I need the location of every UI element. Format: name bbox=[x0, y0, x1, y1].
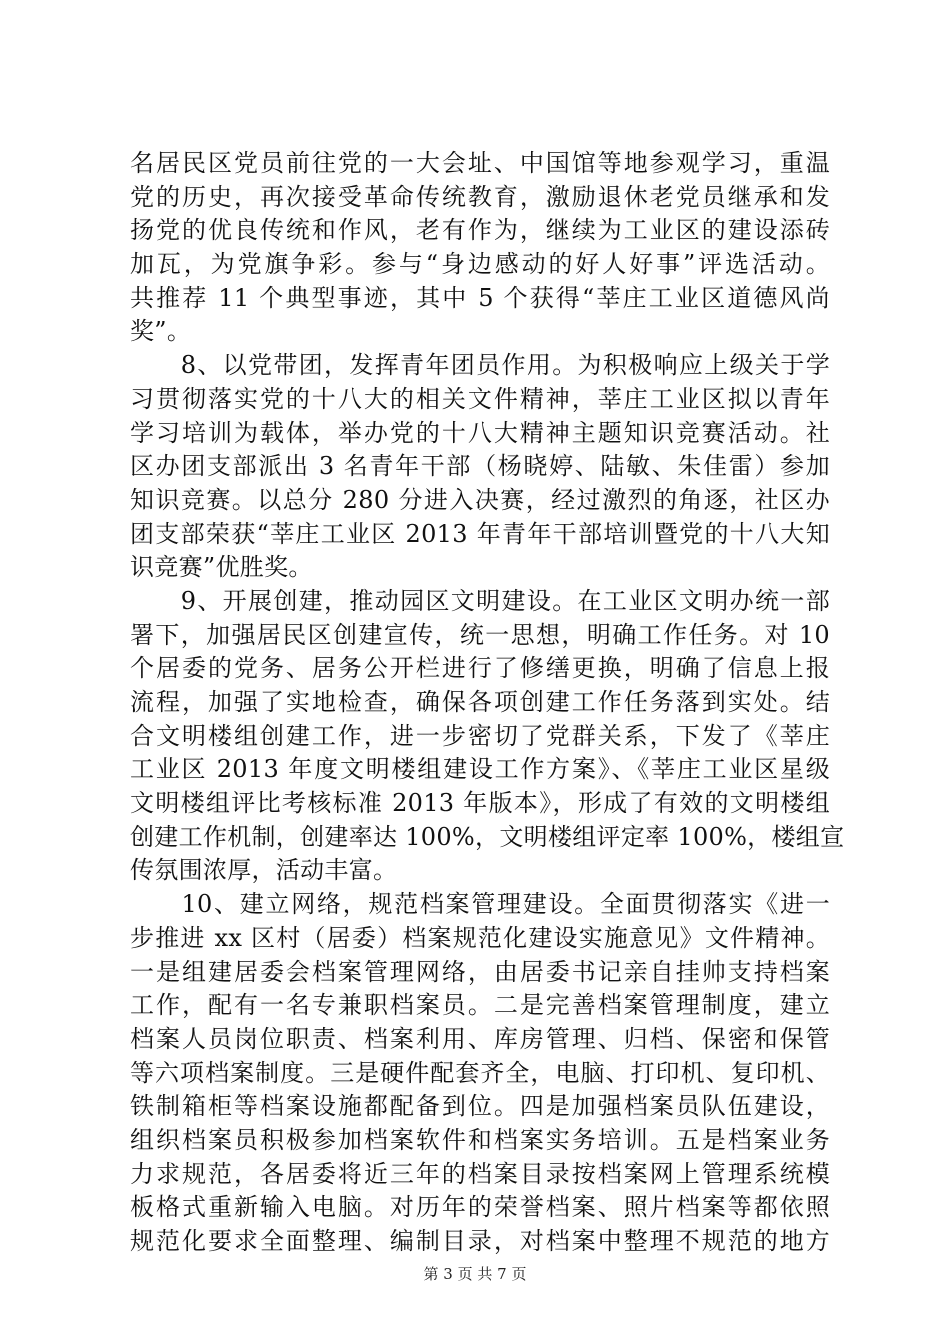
text-line: 区办团支部派出 3 名青年干部（杨晓婷、陆敏、朱佳雷）参加 bbox=[130, 452, 830, 481]
text-line: 团支部荣获“莘庄工业区 2013 年青年干部培训暨党的十八大知 bbox=[130, 519, 830, 548]
text-line: 档案人员岗位职责、档案利用、库房管理、归档、保密和保管 bbox=[130, 1024, 830, 1053]
text-line: 一是组建居委会档案管理网络，由居委书记亲自挂帅支持档案 bbox=[130, 957, 830, 986]
text-line: 共推荐 11 个典型事迹，其中 5 个获得“莘庄工业区道德风尚 bbox=[130, 283, 830, 312]
text-line: 传氛围浓厚，活动丰富。 bbox=[130, 856, 398, 885]
text-line: 合文明楼组创建工作，进一步密切了党群关系，下发了《莘庄 bbox=[130, 721, 830, 750]
text-line: 党的历史，再次接受革命传统教育，激励退休老党员继承和发 bbox=[130, 182, 830, 211]
text-line: 力求规范，各居委将近三年的档案目录按档案网上管理系统模 bbox=[130, 1159, 830, 1188]
text-line: 步推进 xx 区村（居委）档案规范化建设实施意见》文件精神。 bbox=[130, 923, 830, 952]
text-line: 名居民区党员前往党的一大会址、中国馆等地参观学习，重温 bbox=[130, 149, 830, 177]
text-line: 知识竞赛。以总分 280 分进入决赛，经过激烈的角逐，社区办 bbox=[130, 485, 830, 514]
text-line: 9、开展创建，推动园区文明建设。在工业区文明办统一部 bbox=[130, 586, 830, 615]
text-line: 等六项档案制度。三是硬件配套齐全，电脑、打印机、复印机、 bbox=[130, 1058, 830, 1087]
text-line: 规范化要求全面整理、编制目录，对档案中整理不规范的地方 bbox=[130, 1227, 830, 1255]
text-line: 扬党的优良传统和作风，老有作为，继续为工业区的建设添砖 bbox=[130, 216, 830, 245]
text-line: 识竞赛”优胜奖。 bbox=[130, 553, 313, 582]
text-line: 署下，加强居民区创建宣传，统一思想，明确工作任务。对 10 bbox=[130, 620, 830, 649]
text-line: 工作，配有一名专兼职档案员。二是完善档案管理制度，建立 bbox=[130, 991, 830, 1020]
text-line: 奖”。 bbox=[130, 317, 192, 346]
text-line: 工业区 2013 年度文明楼组建设工作方案》、《莘庄工业区星级 bbox=[130, 755, 830, 784]
text-line: 加瓦，为党旗争彩。参与“身边感动的好人好事”评选活动。 bbox=[130, 250, 830, 279]
text-line: 流程，加强了实地检查，确保各项创建工作任务落到实处。结 bbox=[130, 688, 830, 716]
text-line: 铁制箱柜等档案设施都配备到位。四是加强档案员队伍建设， bbox=[130, 1092, 830, 1121]
text-line: 创建工作机制，创建率达 100%，文明楼组评定率 100%，楼组宣 bbox=[130, 822, 845, 851]
text-line: 文明楼组评比考核标准 2013 年版本》，形成了有效的文明楼组 bbox=[130, 789, 830, 818]
text-line: 8、以党带团，发挥青年团员作用。为积极响应上级关于学 bbox=[130, 351, 830, 380]
page-footer: 第 3 页 共 7 页 bbox=[423, 1265, 527, 1283]
text-line: 10、建立网络，规范档案管理建设。全面贯彻落实《进一 bbox=[130, 890, 830, 919]
body-text bbox=[130, 147, 845, 1259]
text-line: 板格式重新输入电脑。对历年的荣誉档案、照片档案等都依照 bbox=[130, 1193, 830, 1222]
text-line: 组织档案员积极参加档案软件和档案实务培训。五是档案业务 bbox=[130, 1125, 830, 1154]
text-line: 习贯彻落实党的十八大的相关文件精神，莘庄工业区拟以青年 bbox=[130, 384, 830, 413]
text-line: 学习培训为载体，举办党的十八大精神主题知识竞赛活动。社 bbox=[130, 418, 830, 447]
text-line: 个居委的党务、居务公开栏进行了修缮更换，明确了信息上报 bbox=[130, 654, 830, 683]
